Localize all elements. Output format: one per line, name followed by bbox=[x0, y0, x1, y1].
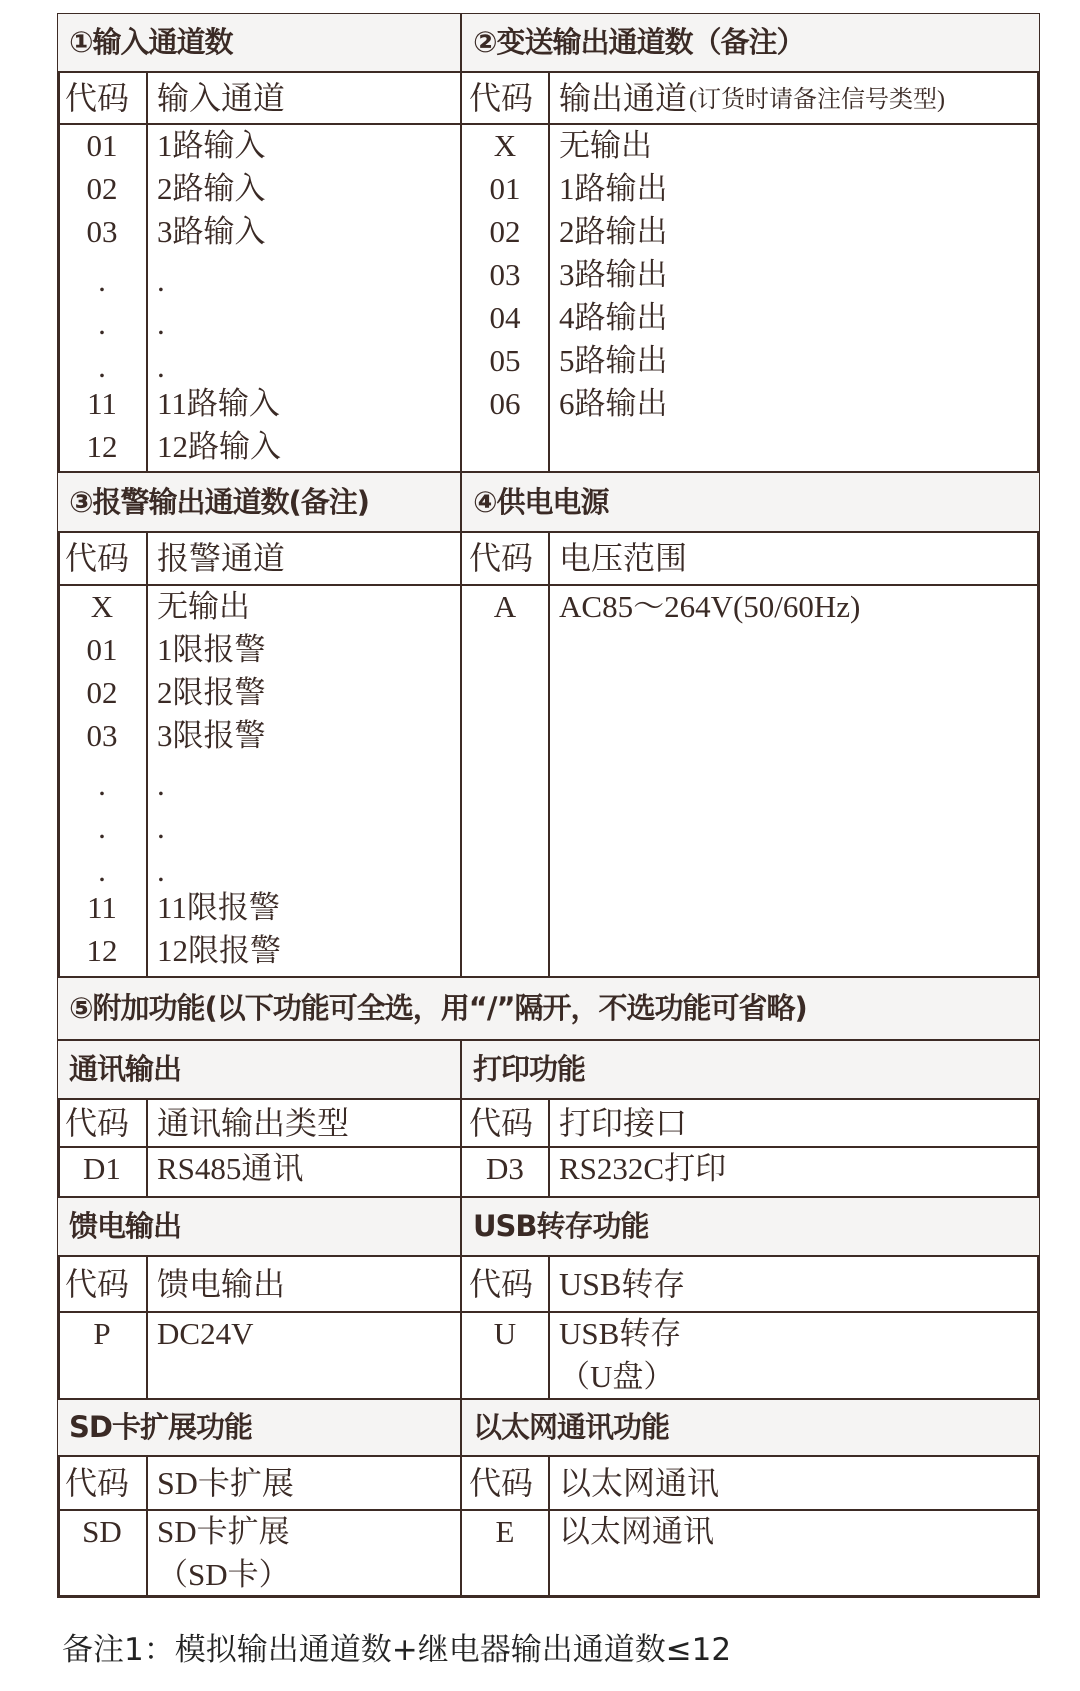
table-row-code: 12 bbox=[86, 429, 118, 464]
table-row-code: . bbox=[98, 306, 106, 341]
footnote: 备注1：模拟输出通道数+继电器输出通道数≤12 bbox=[62, 1632, 732, 1668]
section-title: USB转存功能 bbox=[473, 1209, 649, 1243]
table-row-desc: 3限报警 bbox=[157, 718, 266, 753]
table-row-code: . bbox=[98, 349, 106, 384]
table-row-code: 01 bbox=[489, 171, 521, 206]
table-row-desc: 2路输入 bbox=[157, 171, 266, 206]
col-header-desc: 输入通道 bbox=[157, 79, 286, 116]
col-header-code: 代码 bbox=[65, 1104, 130, 1141]
col-header-desc: 电压范围 bbox=[559, 540, 688, 576]
col-header-code: 代码 bbox=[65, 1464, 130, 1501]
table-row-desc: 4路输出 bbox=[559, 300, 668, 335]
col-header-desc: 打印接口 bbox=[559, 1104, 688, 1141]
col-header-code: 代码 bbox=[469, 79, 534, 116]
section5-title: ⑤附加功能(以下功能可全选，用“/”隔开，不选功能可省略) bbox=[69, 991, 807, 1025]
table-row-code: 03 bbox=[86, 718, 118, 753]
table-row-code: 06 bbox=[489, 386, 521, 421]
section-title: 以太网通讯功能 bbox=[473, 1410, 670, 1444]
table-row-code: 01 bbox=[86, 632, 118, 667]
table-row-desc: RS485通讯 bbox=[157, 1151, 304, 1186]
table-row-code: . bbox=[98, 853, 106, 888]
table-row-code: 11 bbox=[87, 890, 117, 925]
section-title: 打印功能 bbox=[473, 1052, 586, 1086]
table-row-code: 01 bbox=[86, 128, 118, 163]
table-row-code: D3 bbox=[486, 1151, 524, 1186]
table-row-desc: SD卡扩展 bbox=[157, 1514, 290, 1549]
col-header-desc: 馈电输出 bbox=[157, 1265, 286, 1302]
table-row-desc: . bbox=[157, 263, 165, 298]
table-row-desc: . bbox=[157, 349, 165, 384]
table-row-code: SD bbox=[82, 1514, 122, 1549]
table-row-code: X bbox=[493, 128, 517, 163]
table-row-desc: 1路输入 bbox=[157, 128, 266, 163]
col-header-desc: 以太网通讯 bbox=[559, 1464, 720, 1501]
col-header-code: 代码 bbox=[65, 1265, 130, 1302]
section-title: ③报警输出通道数(备注) bbox=[69, 484, 370, 519]
table-row-desc: 11路输入 bbox=[157, 386, 280, 421]
table-row-code: E bbox=[495, 1514, 515, 1549]
table-row-code: . bbox=[98, 810, 106, 845]
table-row-desc: 1路输出 bbox=[559, 171, 668, 206]
col-header-code: 代码 bbox=[65, 540, 130, 576]
table-row-code: 04 bbox=[489, 300, 521, 335]
col-header-desc: SD卡扩展 bbox=[157, 1464, 294, 1501]
table-row-desc: RS232C打印 bbox=[559, 1151, 727, 1186]
table-row-desc: 以太网通讯 bbox=[559, 1514, 714, 1549]
table-row-desc: 12限报警 bbox=[157, 933, 281, 968]
section-title: ①输入通道数 bbox=[69, 25, 233, 59]
table-row-code: 02 bbox=[86, 675, 118, 710]
table-row-desc: 无输出 bbox=[559, 128, 652, 163]
col-header-code: 代码 bbox=[469, 540, 534, 576]
col-header-code: 代码 bbox=[469, 1265, 534, 1302]
col-header-note: (订货时请备注信号类型) bbox=[689, 86, 945, 113]
table-row-desc: 3路输入 bbox=[157, 214, 266, 249]
table-row-desc: DC24V bbox=[157, 1316, 254, 1351]
table-row-code: A bbox=[493, 589, 517, 624]
table-row-desc: . bbox=[157, 853, 165, 888]
col-header-code: 代码 bbox=[469, 1464, 534, 1501]
table-row-code: D1 bbox=[83, 1151, 121, 1186]
table-row-desc: . bbox=[157, 306, 165, 341]
col-header-desc: 输出通道 bbox=[559, 79, 688, 116]
code-column bbox=[461, 585, 549, 977]
table-row-code: . bbox=[98, 767, 106, 802]
table-row-code: P bbox=[93, 1316, 111, 1351]
table-row-desc-cont: （SD卡） bbox=[157, 1557, 290, 1592]
section-title: 通讯输出 bbox=[69, 1052, 182, 1086]
table-row-code: 11 bbox=[87, 386, 117, 421]
table-row-code: 03 bbox=[489, 257, 521, 292]
table-row-code: 03 bbox=[86, 214, 118, 249]
table-row-code: 02 bbox=[489, 214, 521, 249]
table-row-desc: . bbox=[157, 810, 165, 845]
table-row-code: . bbox=[98, 263, 106, 298]
col-header-desc: 通讯输出类型 bbox=[157, 1104, 350, 1141]
table-row-desc: 2限报警 bbox=[157, 675, 266, 710]
table-row-desc: 1限报警 bbox=[157, 632, 266, 667]
table-row-desc-cont: （U盘） bbox=[559, 1359, 675, 1394]
table-row-code: 02 bbox=[86, 171, 118, 206]
table-row-desc: USB转存 bbox=[559, 1316, 682, 1351]
table-row-desc: AC85～264V(50/60Hz) bbox=[559, 589, 861, 624]
col-header-code: 代码 bbox=[65, 79, 130, 116]
table-row-desc: 6路输出 bbox=[559, 386, 668, 421]
table-row-code: X bbox=[90, 589, 114, 624]
table-row-desc: 2路输出 bbox=[559, 214, 668, 249]
table-row-desc: . bbox=[157, 767, 165, 802]
section-title: 馈电输出 bbox=[69, 1209, 182, 1243]
table-row-code: U bbox=[493, 1316, 517, 1351]
section-title: ②变送输出通道数（备注） bbox=[473, 25, 805, 59]
section-title: ④供电电源 bbox=[473, 484, 609, 519]
table-row-code: 12 bbox=[86, 933, 118, 968]
col-header-desc: USB转存 bbox=[559, 1265, 686, 1302]
table-row-desc: 无输出 bbox=[157, 589, 250, 624]
table-row-desc: 12路输入 bbox=[157, 429, 281, 464]
table-row-desc: 11限报警 bbox=[157, 890, 280, 925]
table-row-desc: 3路输出 bbox=[559, 257, 668, 292]
col-header-code: 代码 bbox=[469, 1104, 534, 1141]
table-row-code: 05 bbox=[489, 343, 521, 378]
section-title: SD卡扩展功能 bbox=[69, 1410, 252, 1444]
desc-column bbox=[549, 585, 1040, 977]
col-header-desc: 报警通道 bbox=[157, 540, 286, 576]
table-row-desc: 5路输出 bbox=[559, 343, 668, 378]
